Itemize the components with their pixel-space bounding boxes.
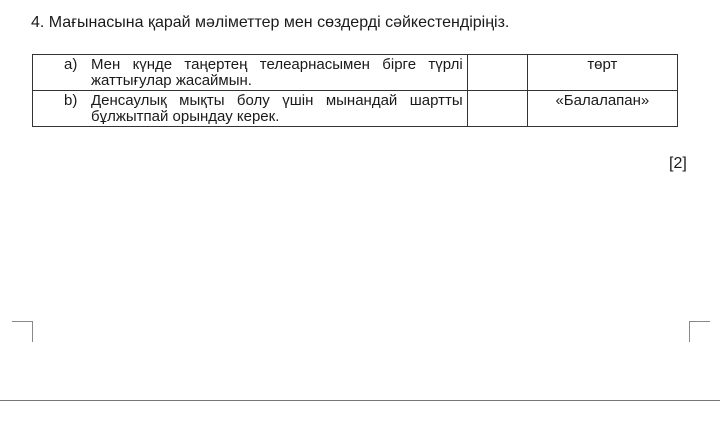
row-letter: b) <box>64 92 78 109</box>
marks-label: [2] <box>669 155 687 172</box>
page-bottom-rule <box>0 400 720 401</box>
answer-cell[interactable] <box>467 91 527 127</box>
statement-cell <box>33 55 468 91</box>
table-row <box>33 91 678 127</box>
statement-cell <box>33 91 468 127</box>
crop-mark-right <box>689 321 710 342</box>
word-cell: төрт <box>527 55 677 91</box>
question-text: 4. Мағынасына қарай мәліметтер мен сөздерді сәйкестендіріңіз. <box>31 14 510 31</box>
word-cell: «Балалапан» <box>527 91 677 127</box>
statement-text: Денсаулық мықты болу үшін мынандай шартты бұлжытпай орындау керек. <box>91 92 463 125</box>
crop-mark-left <box>12 321 33 342</box>
answer-cell[interactable] <box>467 55 527 91</box>
matching-table <box>32 54 678 127</box>
statement-text: Мен күнде таңертең телеарнасымен бірге түрлі жаттығулар жасаймын. <box>91 56 463 89</box>
table-row <box>33 55 678 91</box>
row-letter: a) <box>64 56 78 73</box>
